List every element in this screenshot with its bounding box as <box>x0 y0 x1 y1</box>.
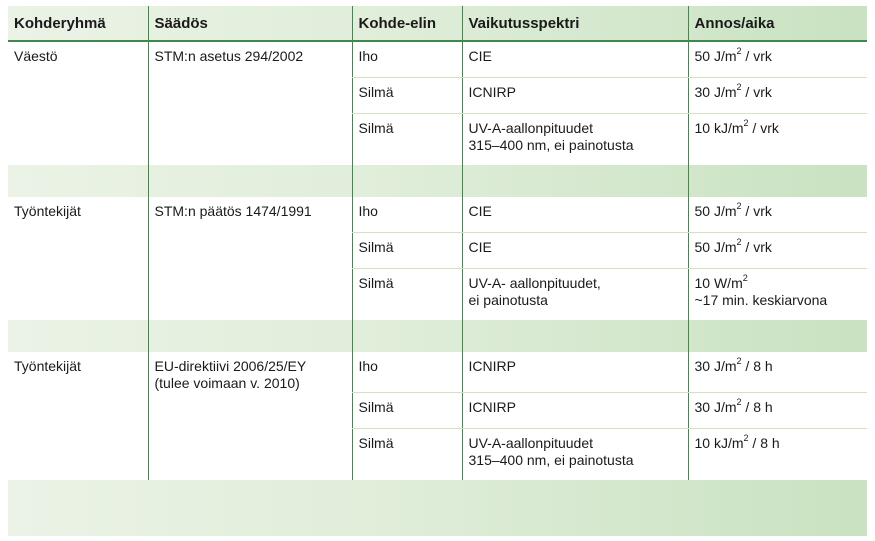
dose-value: 30 J/m <box>694 358 737 374</box>
text-line: 315–400 nm, ei painotusta <box>468 137 634 153</box>
dose-value: 10 kJ/m <box>694 434 744 451</box>
dose-exponent: 2 <box>742 273 748 284</box>
target-group: Työntekijät <box>14 358 81 374</box>
text-line: ICNIRP <box>468 398 516 415</box>
text-line: UV-A- aallonpituudet, <box>468 275 601 291</box>
target-group-cell <box>8 392 148 428</box>
table-row <box>8 114 867 166</box>
dose-cell <box>688 352 867 392</box>
table-frame <box>8 6 867 536</box>
header-regulation: Säädös <box>148 6 352 41</box>
text-line: ICNIRP <box>468 358 516 374</box>
dose-unit: / vrk <box>748 120 779 136</box>
table-row <box>8 428 867 480</box>
target-group-cell <box>8 197 148 233</box>
organ: Silmä <box>358 434 394 451</box>
dose-note: ~17 min. keskiarvona <box>694 292 828 308</box>
text-line: ei painotusta <box>468 292 548 308</box>
spacer-cell <box>148 165 352 197</box>
text-line: UV-A-aallonpituudet <box>468 120 594 136</box>
table-row <box>8 197 867 233</box>
regulation-cell <box>148 269 352 321</box>
dose-unit: / vrk <box>741 203 772 219</box>
target-group-cell <box>8 78 148 114</box>
spacer-cell <box>688 320 867 352</box>
organ-cell <box>352 41 462 78</box>
header-dose: Annos/aika <box>688 6 867 41</box>
table-row <box>8 352 867 392</box>
dose-unit: / vrk <box>741 48 772 64</box>
spectrum-cell <box>462 114 688 166</box>
text-line: UV-A-aallonpituudet <box>468 434 594 451</box>
target-group: Väestö <box>14 48 58 64</box>
organ: Iho <box>358 358 378 374</box>
table-row <box>8 233 867 269</box>
dose-exponent: 2 <box>736 201 742 212</box>
dose-exponent: 2 <box>736 356 742 367</box>
header-spectrum: Vaikutusspektri <box>462 6 688 41</box>
spectrum-cell <box>462 41 688 78</box>
group-spacer-row <box>8 165 867 197</box>
organ: Iho <box>358 203 378 219</box>
text-line: CIE <box>468 239 492 255</box>
dose-cell <box>688 392 867 428</box>
organ-cell <box>352 392 462 428</box>
organ-cell <box>352 352 462 392</box>
text-line: STM:n päätös 1474/1991 <box>154 203 312 219</box>
organ-cell <box>352 428 462 480</box>
spacer-cell <box>688 165 867 197</box>
regulation-cell <box>148 197 352 233</box>
spacer-cell <box>8 165 148 197</box>
organ: Silmä <box>358 239 394 255</box>
dose-cell <box>688 41 867 78</box>
organ-cell <box>352 269 462 321</box>
dose-exponent: 2 <box>736 82 742 93</box>
target-group-cell <box>8 269 148 321</box>
dose-cell <box>688 233 867 269</box>
spectrum-cell <box>462 233 688 269</box>
text-line: EU-direktiivi 2006/25/EY <box>154 358 307 374</box>
header-row <box>8 6 867 41</box>
spectrum-cell <box>462 392 688 428</box>
table-row <box>8 269 867 321</box>
spectrum-cell <box>462 78 688 114</box>
spectrum-cell <box>462 197 688 233</box>
spectrum-cell <box>462 352 688 392</box>
organ: Silmä <box>358 120 394 136</box>
target-group-cell <box>8 428 148 480</box>
organ: Silmä <box>358 84 394 100</box>
target-group: Työntekijät <box>14 203 81 219</box>
dose-value: 30 J/m <box>694 84 737 100</box>
organ: Silmä <box>358 398 394 415</box>
target-group-cell <box>8 114 148 166</box>
spacer-cell <box>462 165 688 197</box>
organ-cell <box>352 78 462 114</box>
regulation-cell <box>148 114 352 166</box>
dose-value: 50 J/m <box>694 203 737 219</box>
spacer-cell <box>8 320 148 352</box>
text-line: STM:n asetus 294/2002 <box>154 48 304 64</box>
header-target-group: Kohderyhmä <box>8 6 148 41</box>
target-group-cell <box>8 352 148 392</box>
organ: Iho <box>358 48 378 64</box>
spacer-cell <box>462 320 688 352</box>
table-row <box>8 392 867 428</box>
dose-value: 10 W/m <box>694 275 743 291</box>
dose-cell <box>688 78 867 114</box>
text-line: ICNIRP <box>468 84 516 100</box>
organ-cell <box>352 233 462 269</box>
dose-unit: / vrk <box>741 84 772 100</box>
dose-exponent: 2 <box>743 432 749 443</box>
target-group-cell <box>8 41 148 78</box>
organ: Silmä <box>358 275 394 291</box>
table-row <box>8 78 867 114</box>
spacer-cell <box>352 165 462 197</box>
regulation-cell <box>148 352 352 392</box>
dose-cell <box>688 269 867 321</box>
target-group-cell <box>8 233 148 269</box>
dose-exponent: 2 <box>736 237 742 248</box>
dose-cell <box>688 114 867 166</box>
text-line: 315–400 nm, ei painotusta <box>468 451 634 468</box>
dose-unit: / 8 h <box>741 358 773 374</box>
regulation-cell <box>148 392 352 428</box>
dose-exponent: 2 <box>736 396 742 407</box>
group-spacer-row <box>8 320 867 352</box>
spectrum-cell <box>462 269 688 321</box>
regulation-cell <box>148 78 352 114</box>
text-line: CIE <box>468 48 492 64</box>
dose-exponent: 2 <box>736 46 742 57</box>
regulation-cell <box>148 233 352 269</box>
regulation-cell <box>148 41 352 78</box>
regulation-cell <box>148 428 352 480</box>
dose-unit: / 8 h <box>748 434 780 451</box>
organ-cell <box>352 197 462 233</box>
uv-limits-table <box>8 6 867 480</box>
text-line: CIE <box>468 203 492 219</box>
dose-unit: / vrk <box>741 239 772 255</box>
dose-exponent: 2 <box>743 118 749 129</box>
spacer-cell <box>148 320 352 352</box>
dose-value: 30 J/m <box>694 398 737 415</box>
header-organ: Kohde-elin <box>352 6 462 41</box>
spacer-cell <box>352 320 462 352</box>
organ-cell <box>352 114 462 166</box>
dose-value: 50 J/m <box>694 48 737 64</box>
spectrum-cell <box>462 428 688 480</box>
text-line: (tulee voimaan v. 2010) <box>154 375 300 391</box>
dose-cell <box>688 197 867 233</box>
dose-cell <box>688 428 867 480</box>
table-row <box>8 41 867 78</box>
dose-value: 50 J/m <box>694 239 737 255</box>
dose-value: 10 kJ/m <box>694 120 744 136</box>
dose-unit: / 8 h <box>741 398 773 415</box>
